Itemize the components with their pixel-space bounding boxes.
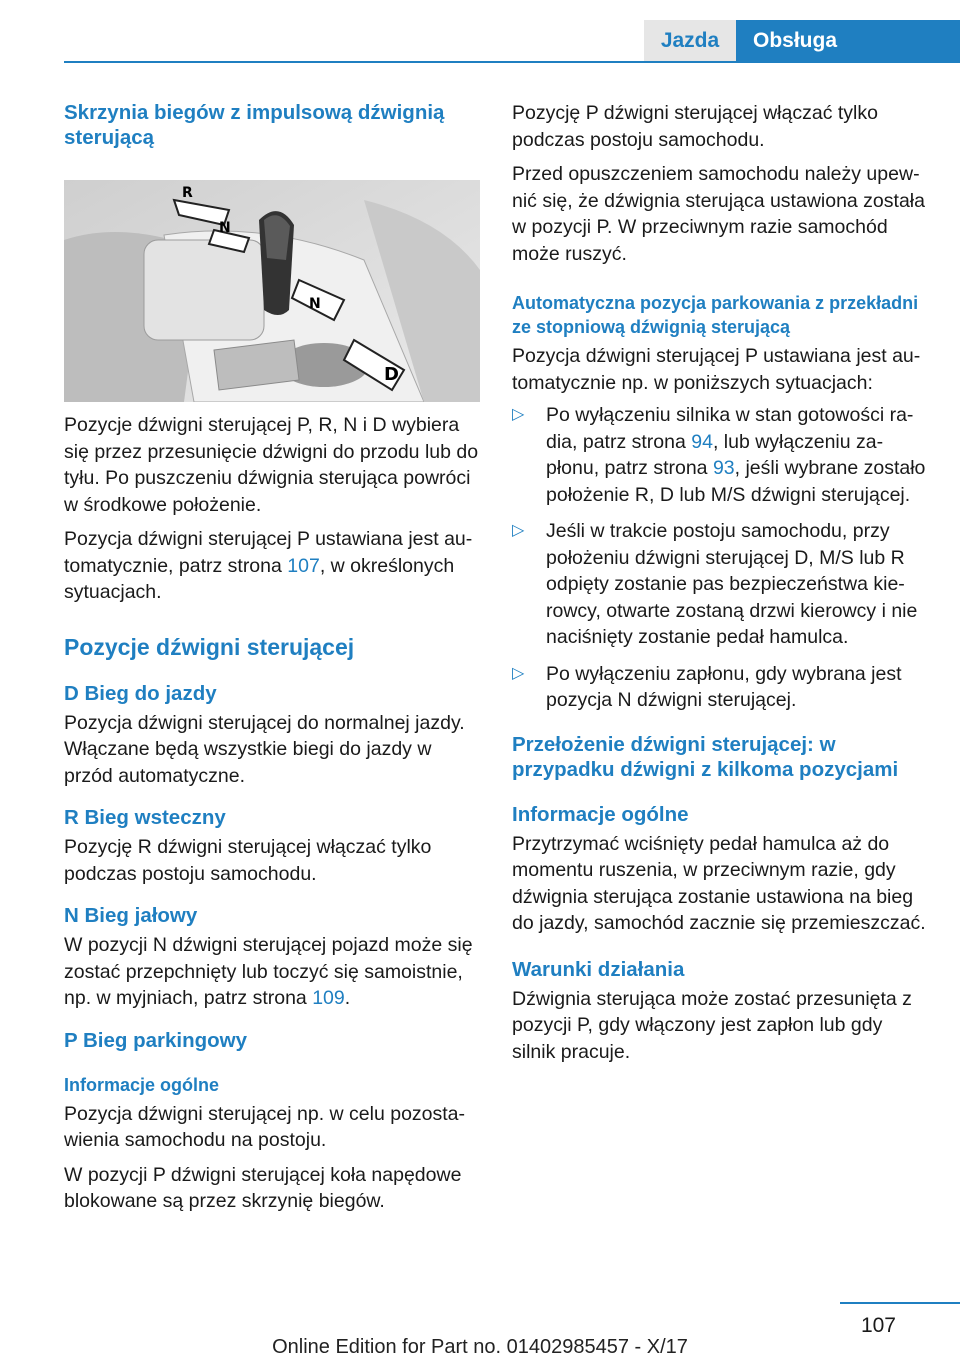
right-paragraph-4: Przytrzymać wciśnięty pedał hamulca aż do momentu ruszenia, w przeciwnym razie, gdy dźwignia sterująca zostanie ustawiona na bieg do jazdy, samochód zacznie się przemieszczać. bbox=[512, 832, 926, 934]
right-paragraph-2: Przed opuszczeniem samochodu należy upewnić się, że dźwignia sterująca ustawiona została w pozycji P. W przeciwnym razie samochód może ruszyć. bbox=[512, 163, 925, 265]
d-paragraph: Pozycja dźwigni sterującej do normalnej jazdy. Włączane będą wszystkie biegi do jazdy w przód automatyczne. bbox=[64, 711, 465, 787]
right-paragraph-3: Pozycja dźwigni sterującej P ustawiana jest automatycznie np. w poniższych sytuacjach: bbox=[512, 345, 921, 394]
auto-park-list bbox=[512, 402, 928, 714]
edition-line: Online Edition for Part no. 01402985457 - X/17 bbox=[272, 1336, 688, 1358]
figure-label-r: R bbox=[182, 185, 193, 201]
list-item bbox=[512, 518, 928, 651]
page-link-94[interactable]: 94 bbox=[691, 430, 713, 453]
header-tab-section: Jazda bbox=[644, 20, 736, 62]
heading-n-neutral: N Bieg jałowy bbox=[64, 904, 198, 927]
right-paragraph-5: Dźwignia sterująca może zostać przesunięta z pozycji P, gdy włączony jest zapłon lub gdy silnik pracuje. bbox=[512, 987, 912, 1063]
heading-conditions: Warunki działania bbox=[512, 957, 685, 981]
p-paragraph-1: Pozycja dźwigni sterującej np. w celu pozostawienia samochodu na postoju. bbox=[64, 1102, 466, 1151]
triangle-bullet-icon: ▷ bbox=[512, 522, 525, 539]
bullet-text: , lub wyłączeniu zapłonu, patrz strona bbox=[546, 430, 884, 479]
n-text: W pozycji N dźwigni sterującej pojazd może się zostać przepchnięty lub toczyć się samoistnie, np. w myjniach, patrz strona bbox=[64, 934, 473, 1009]
header-tab-chapter: Obsługa bbox=[736, 20, 960, 62]
left-column bbox=[64, 100, 480, 1215]
heading-general-info-right: Informacje ogólne bbox=[512, 802, 689, 826]
heading-p-park: P Bieg parkingowy bbox=[64, 1028, 248, 1052]
right-paragraph-1: Pozycję P dźwigni sterującej włączać tylko podczas postoju samochodu. bbox=[512, 102, 878, 151]
bullet-text: , jeśli wybrane zostało położenie R, D lub M/S dźwigni sterującej. bbox=[546, 457, 926, 506]
heading-lever-positions: Pozycje dźwigni sterującej bbox=[64, 633, 355, 660]
heading-general-info-left: Informacje ogólne bbox=[64, 1074, 220, 1095]
triangle-bullet-icon: ▷ bbox=[512, 664, 525, 682]
heading-lever-switch: Przełożenie dźwigni sterującej: w przypadku dźwigni z kilkoma pozycjami bbox=[512, 732, 899, 781]
right-column bbox=[512, 100, 928, 1065]
bullet-text: Po wyłączeniu zapłonu, gdy wybrana jest pozycja N dźwigni sterującej. bbox=[546, 662, 902, 711]
p-paragraph-2: W pozycji P dźwigni sterującej koła napędowe blokowane są przez skrzynię biegów. bbox=[64, 1163, 462, 1212]
n-text-end: . bbox=[344, 987, 351, 1009]
r-paragraph: Pozycję R dźwigni sterującej włączać tylko podczas postoju samochodu. bbox=[64, 836, 432, 885]
auto-p-paragraph bbox=[64, 526, 480, 606]
list-item bbox=[512, 661, 928, 714]
heading-auto-park: Automatyczna pozycja parkowania z przekładni ze stopniową dźwignią sterującą bbox=[512, 293, 919, 337]
intro-paragraph: Pozycje dźwigni sterującej P, R, N i D wybiera się przez przesunięcie dźwigni do przodu lub do tyłu. Po puszczeniu dźwignia sterująca powróci w środkowe położenie. bbox=[64, 414, 479, 516]
figure-label-d: D bbox=[384, 364, 399, 385]
figure-label-n-upper: N bbox=[219, 220, 231, 236]
bullet-text: Po wyłączeniu silnika w stan gotowości radia, patrz strona bbox=[546, 404, 914, 453]
heading-d-drive: D Bieg do jazdy bbox=[64, 681, 217, 705]
n-paragraph bbox=[64, 932, 480, 1012]
page-link-109[interactable]: 109 bbox=[312, 987, 345, 1009]
page-link-93[interactable]: 93 bbox=[712, 457, 735, 479]
auto-p-text-end: , w określonych sytuacjach. bbox=[64, 554, 455, 603]
list-item bbox=[512, 402, 928, 508]
gear-lever-illustration bbox=[64, 180, 480, 402]
gear-lever-figure bbox=[64, 180, 480, 402]
page-link-107[interactable]: 107 bbox=[287, 554, 320, 577]
triangle-bullet-icon: ▷ bbox=[512, 406, 525, 423]
heading-r-reverse: R Bieg wsteczny bbox=[64, 806, 226, 829]
auto-p-text: Pozycja dźwigni sterującej P ustawiana jest automatycznie, patrz strona bbox=[64, 528, 473, 577]
section-heading-impulse-lever: Skrzynia biegów z impulsową dźwignią sterującą bbox=[64, 101, 445, 149]
page-number: 107 bbox=[860, 1314, 896, 1337]
figure-label-n-lower: N bbox=[309, 296, 321, 312]
header-rule bbox=[64, 61, 960, 63]
bullet-text: Jeśli w trakcie postoju samochodu, przy położeniu dźwigni sterującej D, M/S lub R odpięty zostanie pas bezpieczeństwa kierowcy, otwarte zostaną drzwi kierowcy i nie naciśnięty zostanie pedał hamulca. bbox=[546, 520, 918, 648]
footer-rule bbox=[840, 1302, 960, 1304]
